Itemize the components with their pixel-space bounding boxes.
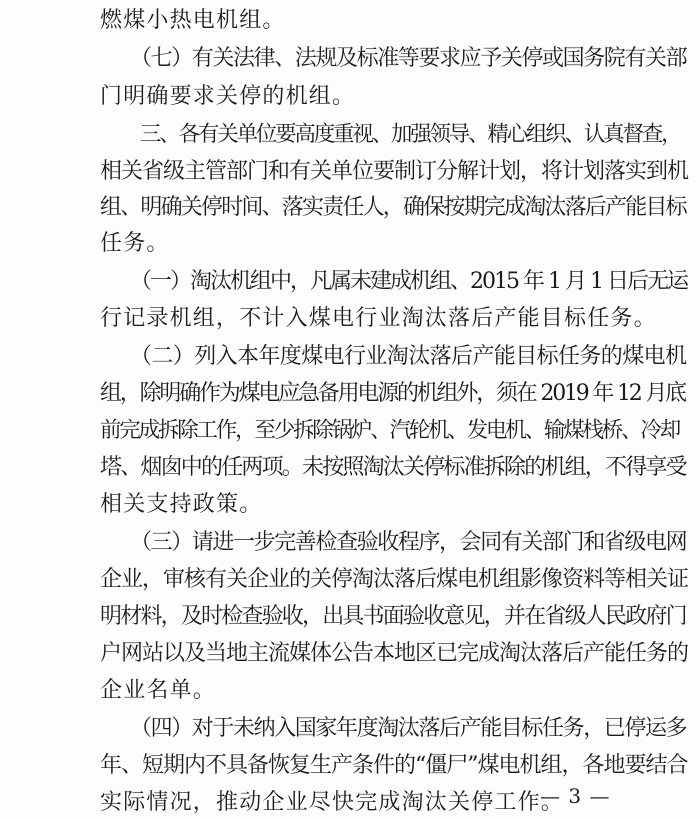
text-line: 燃煤小热电机组。 — [100, 8, 286, 33]
page-number: — 3 — — [540, 784, 611, 808]
text-line: 企业，审核有关企业的关停淘汰落后煤电机组影像资料等相关证 — [100, 567, 689, 592]
text-line: 前完成拆除工作，至少拆除锅炉、汽轮机、发电机、输煤栈桥、冷却 — [100, 418, 680, 443]
text-line: （一）淘汰机组中，凡属未建成机组、2015 年 1 月 1 日后无运 — [130, 269, 687, 294]
text-line: 塔、烟囱中的任两项。未按照淘汰关停标准拆除的机组，不得享受 — [100, 455, 686, 480]
text-line: 任务。 — [100, 231, 170, 256]
text-line: 明材料，及时检查验收，出具书面验收意见，并在省级人民政府门 — [100, 604, 686, 629]
text-line: （四）对于未纳入国家年度淘汰落后产能目标任务，已停运多 — [130, 716, 687, 741]
text-line: 实际情况，推动企业尽快完成淘汰关停工作。 — [100, 790, 565, 815]
text-line: 三、各有关单位要高度重视、加强领导、精心组织、认真督查， — [140, 122, 681, 147]
text-line: 组、明确关停时间、落实责任人，确保按期完成淘汰落后产能目标 — [100, 195, 686, 220]
text-line: （七）有关法律、法规及标准等要求应予关停或国务院有关部 — [130, 46, 687, 71]
text-line: （三）请进一步完善检查验收程序，会同有关部门和省级电网 — [130, 530, 687, 555]
text-line: （二）列入本年度煤电行业淘汰落后产能目标任务的煤电机 — [130, 344, 687, 369]
text-line: 组，除明确作为煤电应急备用电源的机组外，须在 2019 年 12 月底 — [100, 381, 685, 406]
text-line: 户网站以及当地主流媒体公告本地区已完成淘汰落后产能任务的 — [100, 641, 689, 666]
text-line: 相关省级主管部门和有关单位要制订分解计划，将计划落实到机 — [100, 159, 689, 184]
text-line: 企业名单。 — [100, 678, 217, 703]
text-line: 年、短期内不具备恢复生产条件的“僵尸”煤电机组，各地要结合 — [100, 753, 688, 778]
text-line: 相关支持政策。 — [100, 492, 263, 517]
text-line: 门明确要求关停的机组。 — [100, 84, 356, 109]
text-line: 行记录机组，不计入煤电行业淘汰落后产能目标任务。 — [100, 306, 657, 331]
